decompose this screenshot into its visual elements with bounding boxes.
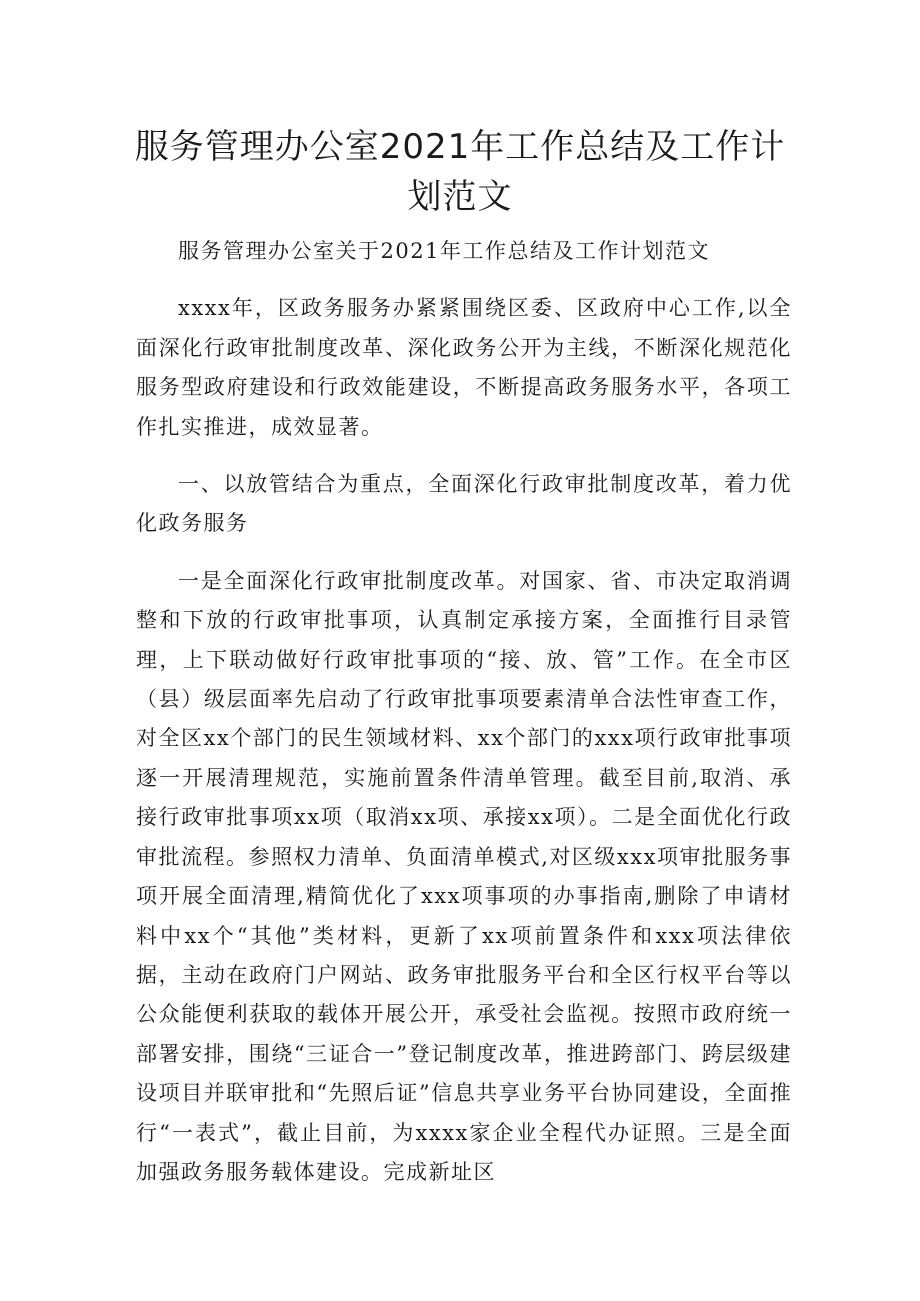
paragraph-reform-details: 一是全面深化行政审批制度改革。对国家、省、市决定取消调整和下放的行政审批事项，认真制定承接方案，全面推行目录管理，上下联动做好行政审批事项的“接、放、管”工作。在全市区（县）级层面率先启动了行政审批事项要素清单合法性审查工作，对全区xx个部门的民生领域材料、xx个部门的xxx项行政审批事项逐一开展清理规范，实施前置条件清单管理。截至目前,取消、承接行政审批事项xx项（取消xx项、承接xx项）。二是全面优化行政审批流程。参照权力清单、负面清单模式,对区级xxx项审批服务事项开展全面清理,精简优化了xxx项事项的办事指南,删除了申请材料中xx个“其他”类材料，更新了xx项前置条件和xxx项法律依据，主动在政府门户网站、政务审批服务平台和全区行权平台等以公众能便利获取的载体开展公开，承受社会监视。按照市政府统一部署安排，围绕“三证合一”登记制度改革，推进跨部门、跨层级建设项目并联审批和“先照后证”信息共享业务平台协同建设，全面推行“一表式”，截止目前，为xxxx家企业全程代办证照。三是全面加强政务服务载体建设。完成新址区 <box>136 568 792 1184</box>
document-subtitle: 服务管理办公室关于2021年工作总结及工作计划范文 <box>178 239 710 263</box>
section-heading-one: 一、以放管结合为重点，全面深化行政审批制度改革，着力优化政务服务 <box>136 472 792 536</box>
document-title: 服务管理办公室2021年工作总结及工作计划范文 <box>134 127 786 217</box>
document-body <box>136 232 792 1192</box>
paragraph-intro: xxxx年，区政务服务办紧紧围绕区委、区政府中心工作,以全面深化行政审批制度改革、深化政务公开为主线，不断深化规范化服务型政府建设和行政效能建设，不断提高政务服务水平，各项工作扎实推进，成效显著。 <box>136 296 792 439</box>
